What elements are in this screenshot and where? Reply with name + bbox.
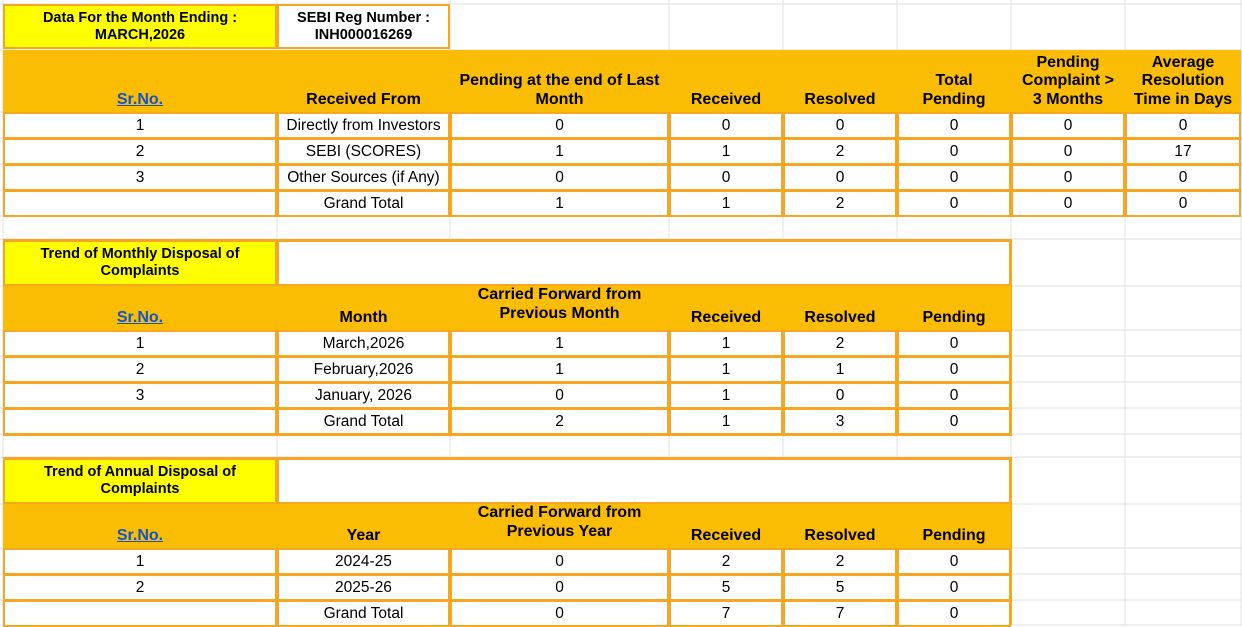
table-cell — [1011, 138, 1125, 165]
table-cell-text: 0 — [949, 334, 959, 352]
table-cell — [3, 356, 277, 383]
header-year: Year — [277, 504, 450, 548]
table-cell-text: 0 — [1063, 142, 1073, 160]
table-cell-text: 0 — [949, 194, 959, 212]
annual-title-spacer — [277, 458, 1011, 504]
table-cell-text: 2 — [721, 552, 731, 570]
header-received: Received — [669, 504, 783, 548]
table-cell — [1011, 112, 1125, 139]
table-cell-text: 1 — [721, 360, 731, 378]
table-cell — [669, 574, 783, 601]
table-cell — [277, 382, 450, 409]
table-cell — [3, 138, 277, 165]
table-cell — [783, 356, 897, 383]
sebi-reg-number-text: SEBI Reg Number : INH000016269 — [297, 9, 430, 43]
table-cell — [783, 382, 897, 409]
table-cell-text: 1 — [135, 116, 145, 134]
table-cell — [897, 548, 1011, 575]
table-cell-text: Grand Total — [323, 412, 404, 430]
table-cell — [897, 138, 1011, 165]
table-cell-text: 2 — [835, 194, 845, 212]
table-cell-text: 1 — [721, 142, 731, 160]
table-cell — [3, 382, 277, 409]
table-cell-text: 0 — [949, 360, 959, 378]
table-cell-text: 0 — [555, 604, 564, 622]
table-cell-text: 5 — [835, 578, 845, 596]
table-cell — [1125, 164, 1241, 191]
table-cell-text: January, 2026 — [314, 386, 413, 404]
table-cell-text: 2 — [835, 142, 845, 160]
table-cell-text: 1 — [555, 194, 564, 212]
table-cell — [783, 190, 897, 217]
monthly-title-spacer — [277, 240, 1011, 286]
table-cell-text: Grand Total — [323, 194, 404, 212]
table-cell-text: SEBI (SCORES) — [305, 142, 422, 160]
table-cell-text: 0 — [555, 552, 564, 570]
table-cell-text: 1 — [721, 194, 731, 212]
table-cell-text: 2025-26 — [335, 578, 392, 596]
table-cell-text: 2 — [835, 334, 845, 352]
table-cell — [3, 408, 277, 435]
header-pending-last-month: Pending at the end of Last Month — [450, 50, 669, 112]
table-cell — [669, 548, 783, 575]
grand-total-label — [277, 600, 450, 627]
table-cell — [897, 382, 1011, 409]
table-cell-text: 0 — [555, 578, 564, 596]
monthly-trend-title: Trend of Monthly Disposal of Complaints — [3, 240, 277, 286]
table-cell — [450, 548, 669, 575]
table-cell — [897, 574, 1011, 601]
table-cell-text: 0 — [1063, 194, 1073, 212]
table-cell — [450, 164, 669, 191]
table-cell-text: 1 — [835, 360, 845, 378]
table-cell-text: 0 — [1063, 116, 1073, 134]
table-cell — [450, 190, 669, 217]
table-cell-text: 0 — [835, 386, 845, 404]
table-cell-text: 0 — [555, 168, 564, 186]
table-cell — [783, 112, 897, 139]
table-cell-text: 0 — [835, 116, 845, 134]
table-cell — [450, 408, 669, 435]
table-cell — [3, 112, 277, 139]
table-cell — [897, 356, 1011, 383]
table-cell-text: 7 — [721, 604, 731, 622]
table-cell-text: 2 — [135, 360, 145, 378]
header-resolved: Resolved — [783, 50, 897, 112]
table-cell — [669, 356, 783, 383]
table-cell-text: 0 — [1178, 168, 1188, 186]
table-cell — [450, 330, 669, 357]
header-received: Received — [669, 50, 783, 112]
report-month-title — [3, 4, 277, 49]
table-cell — [669, 330, 783, 357]
table-cell-text: 0 — [721, 168, 731, 186]
sr-no-link[interactable]: Sr.No. — [116, 526, 164, 544]
table-cell-text: 0 — [555, 116, 564, 134]
header-resolved: Resolved — [783, 504, 897, 548]
header-carried-forward-month: Carried Forward from Previous Month — [450, 286, 669, 330]
table-cell — [897, 190, 1011, 217]
table-cell-text: 2 — [555, 412, 564, 430]
table-cell — [783, 548, 897, 575]
table-cell — [669, 112, 783, 139]
table-cell-text: 1 — [555, 334, 564, 352]
header-received-from: Received From — [277, 50, 450, 112]
table-cell — [783, 600, 897, 627]
table-cell — [783, 408, 897, 435]
table-cell-text: 0 — [949, 168, 959, 186]
table-cell-text: 1 — [721, 334, 731, 352]
table-cell — [277, 548, 450, 575]
table-cell — [3, 330, 277, 357]
header-resolved: Resolved — [783, 286, 897, 330]
table-cell — [277, 356, 450, 383]
sebi-reg-number — [277, 4, 450, 49]
table-cell-text: 1 — [135, 552, 145, 570]
table-cell — [277, 112, 450, 139]
header-avg-resolution-time: Average Resolution Time in Days — [1125, 50, 1241, 112]
table-cell — [669, 408, 783, 435]
table-cell-text: 2 — [835, 552, 845, 570]
header-month: Month — [277, 286, 450, 330]
table-cell — [450, 112, 669, 139]
table-cell-text: 0 — [949, 142, 959, 160]
grand-total-label — [277, 408, 450, 435]
table-cell-text: 2 — [135, 578, 145, 596]
table-cell-text: 0 — [835, 168, 845, 186]
table-cell — [783, 138, 897, 165]
table-cell — [277, 164, 450, 191]
table-cell — [669, 600, 783, 627]
table-cell — [3, 548, 277, 575]
table-cell-text: 3 — [835, 412, 845, 430]
grand-total-label — [277, 190, 450, 217]
table-cell — [277, 330, 450, 357]
table-cell-text: March,2026 — [322, 334, 405, 352]
table-cell-text: 3 — [135, 386, 145, 404]
table-cell — [669, 138, 783, 165]
header-received: Received — [669, 286, 783, 330]
table-cell-text: 0 — [1178, 116, 1188, 134]
table-cell-text: Other Sources (if Any) — [287, 168, 440, 186]
table-cell — [277, 138, 450, 165]
table-cell-text: 0 — [1063, 168, 1073, 186]
table-cell — [669, 382, 783, 409]
table-cell — [3, 574, 277, 601]
table-cell-text: 1 — [555, 360, 564, 378]
table-cell — [3, 600, 277, 627]
table-cell — [450, 574, 669, 601]
table-cell-text: 0 — [949, 386, 959, 404]
table-cell — [3, 164, 277, 191]
table-cell — [1125, 112, 1241, 139]
table-cell-text: 1 — [555, 142, 564, 160]
table-cell-text: 0 — [949, 552, 959, 570]
table-cell-text: Directly from Investors — [286, 116, 441, 134]
table-cell — [450, 600, 669, 627]
table-cell-text: 0 — [1178, 194, 1188, 212]
table-cell-text: 7 — [835, 604, 845, 622]
table-cell — [1125, 138, 1241, 165]
table-cell — [450, 382, 669, 409]
header-sr-no — [3, 286, 277, 330]
table-cell-text: 0 — [949, 578, 959, 596]
report-month-title-text: Data For the Month Ending : MARCH,2026 — [42, 9, 238, 43]
table-cell-text: 0 — [949, 604, 959, 622]
table-cell-text: 17 — [1174, 142, 1192, 160]
table-cell-text: 1 — [721, 412, 731, 430]
table-cell — [897, 164, 1011, 191]
table-cell — [1011, 164, 1125, 191]
table-cell-text: 0 — [949, 412, 959, 430]
table-cell-text: 1 — [721, 386, 731, 404]
table-cell-text: February,2026 — [313, 360, 414, 378]
table-cell — [783, 330, 897, 357]
header-pending: Pending — [897, 504, 1011, 548]
table-cell — [669, 164, 783, 191]
header-pending: Pending — [897, 286, 1011, 330]
table-cell-text: 5 — [721, 578, 731, 596]
table-cell — [897, 408, 1011, 435]
table-cell — [783, 164, 897, 191]
table-cell — [1125, 190, 1241, 217]
table-cell-text: 0 — [721, 116, 731, 134]
table-cell — [1011, 190, 1125, 217]
table-cell — [450, 138, 669, 165]
sr-no-link[interactable]: Sr.No. — [116, 90, 164, 108]
table-cell-text: 2 — [135, 142, 145, 160]
table-cell — [897, 112, 1011, 139]
header-pending-3-months: Pending Complaint > 3 Months — [1011, 50, 1125, 112]
table-cell-text: 2024-25 — [335, 552, 392, 570]
header-total-pending: Total Pending — [897, 50, 1011, 112]
table-cell — [783, 574, 897, 601]
table-cell — [669, 190, 783, 217]
table-cell — [897, 330, 1011, 357]
table-cell — [897, 600, 1011, 627]
table-cell-text: 1 — [135, 334, 145, 352]
header-sr-no — [3, 504, 277, 548]
header-carried-forward-year: Carried Forward from Previous Year — [450, 504, 669, 548]
annual-trend-title: Trend of Annual Disposal of Complaints — [3, 458, 277, 504]
table-cell-text: 0 — [555, 386, 564, 404]
table-cell — [277, 574, 450, 601]
table-cell — [450, 356, 669, 383]
table-cell-text: 3 — [135, 168, 145, 186]
sr-no-link[interactable]: Sr.No. — [116, 308, 164, 326]
table-cell-text: Grand Total — [323, 604, 404, 622]
table-cell — [3, 190, 277, 217]
table-cell-text: 0 — [949, 116, 959, 134]
header-sr-no — [3, 50, 277, 112]
